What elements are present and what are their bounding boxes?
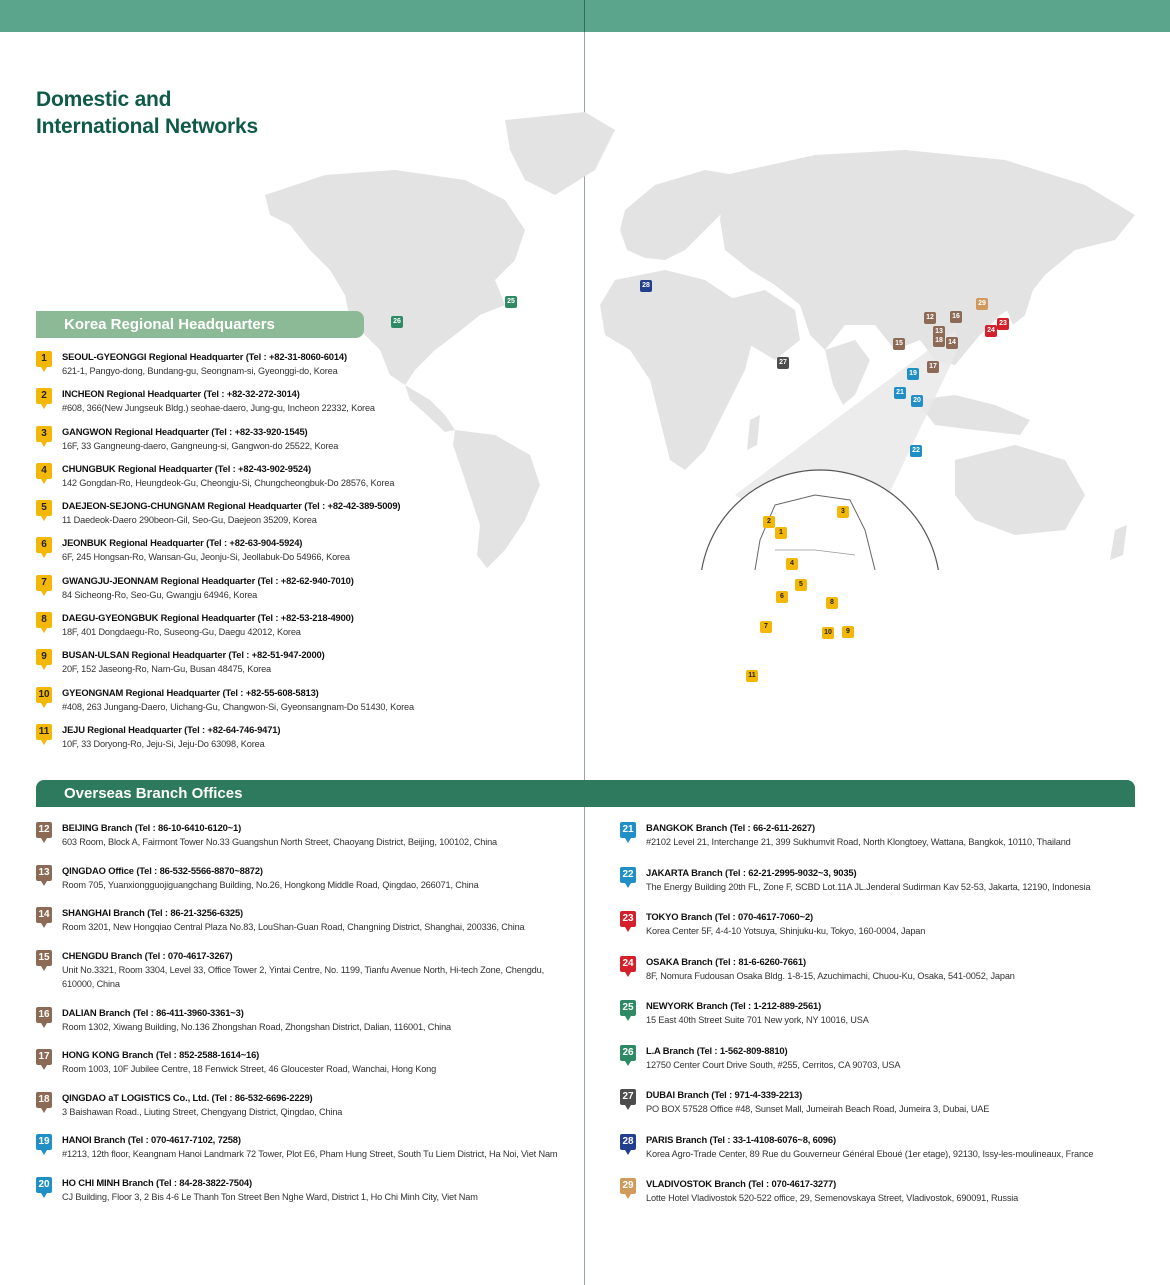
branch-address: #1213, 12th floor, Keangnam Hanoi Landmark 72 Tower, Plot E6, Pham Hung Street, South Tu Liem District, Ha Noi, Viet Nam: [62, 1149, 558, 1159]
korea-pin-3: 3: [837, 506, 849, 518]
branch-item: [36, 864, 576, 893]
branch-name: CHENGDU Branch (Tel : 070-4617-3267): [62, 949, 233, 961]
branch-name: DUBAI Branch (Tel : 971-4-339-2213): [646, 1089, 803, 1100]
branch-item: [620, 1044, 1160, 1073]
map-pin-12: 12: [924, 312, 936, 324]
hq-name: INCHEON Regional Headquarter (Tel : +82-32-272-3014): [62, 388, 300, 400]
branch-item: [620, 999, 1160, 1028]
branch-item: [36, 1133, 576, 1162]
map-pin-15: 15: [893, 338, 905, 350]
korea-pin-2: 2: [763, 516, 775, 528]
branch-pin-icon: 12: [36, 822, 52, 838]
map-pin-26: 26: [391, 316, 403, 328]
branch-pin-icon: 22: [620, 867, 636, 883]
map-pin-20: 20: [911, 395, 923, 407]
branch-item: [620, 910, 1160, 939]
map-pin-17: 17: [927, 361, 939, 373]
hq-name: GANGWON Regional Headquarter (Tel : +82-33-920-1545): [62, 425, 308, 437]
hq-pin-icon: 9: [36, 649, 52, 665]
branch-item: [36, 1091, 576, 1120]
map-pin-24: 24: [985, 325, 997, 337]
map-pin-28: 28: [640, 280, 652, 292]
hq-item: [36, 686, 556, 723]
branch-name: OSAKA Branch (Tel : 81-6-6260-7661): [646, 955, 806, 967]
hq-pin-icon: 3: [36, 426, 52, 442]
branch-pin-icon: 18: [36, 1092, 52, 1108]
branch-address: Lotte Hotel Vladivostok 520-522 office, 29, Semenovskaya Street, Vladivostok, 690091, Russia: [646, 1193, 1019, 1203]
korea-pin-1: 1: [775, 527, 787, 539]
branch-name: QINGDAO Office (Tel : 86-532-5566-8870~8872): [62, 864, 263, 876]
branch-pin-icon: 28: [620, 1134, 636, 1150]
branch-name: QINGDAO aT LOGISTICS Co., Ltd. (Tel : 86-532-6696-2229): [62, 1091, 313, 1103]
branch-item: [620, 1177, 1160, 1206]
branch-pin-icon: 27: [620, 1089, 636, 1105]
hq-address: 6F, 245 Hongsan-Ro, Wansan-Gu, Jeonju-Si, Jeollabuk-Do 54966, Korea: [62, 552, 350, 563]
hq-item: [36, 425, 556, 462]
branch-address: 15 East 40th Street Suite 701 New york, NY 10016, USA: [646, 1015, 869, 1025]
branch-address: Room 3201, New Hongqiao Central Plaza No.83, LouShan-Guan Road, Changning District, Shanghai, 200336, China: [62, 922, 525, 932]
hq-address: 11 Daedeok-Daero 290beon-Gil, Seo-Gu, Daejeon 35209, Korea: [62, 515, 317, 526]
branch-name: JAKARTA Branch (Tel : 62-21-2995-9032~3, 9035): [646, 866, 857, 878]
map-pin-19: 19: [907, 368, 919, 380]
hq-name: JEONBUK Regional Headquarter (Tel : +82-63-904-5924): [62, 537, 303, 549]
map-pin-21: 21: [894, 387, 906, 399]
korea-pin-8: 8: [826, 597, 838, 609]
branch-name: SHANGHAI Branch (Tel : 86-21-3256-6325): [62, 907, 244, 918]
branch-pin-icon: 26: [620, 1045, 636, 1061]
branch-pin-icon: 21: [620, 822, 636, 838]
branch-pin-icon: 14: [36, 907, 52, 923]
overseas-right-list: [620, 821, 1160, 1222]
branch-name: BANGKOK Branch (Tel : 66-2-611-2627): [646, 822, 815, 833]
map-pin-16: 16: [950, 311, 962, 323]
map-new-zealand: [1110, 525, 1127, 560]
hq-pin-icon: 6: [36, 537, 52, 553]
branch-pin-icon: 17: [36, 1049, 52, 1065]
branch-pin-icon: 25: [620, 1000, 636, 1016]
hq-name: GYEONGNAM Regional Headquarter (Tel : +82-55-608-5813): [62, 686, 319, 698]
branch-address: Korea Agro-Trade Center, 89 Rue du Gouverneur Général Eboué (1er etage), 92130, Issy-les-moulineaux, France: [646, 1148, 1094, 1159]
korea-hq-list: [36, 350, 556, 760]
hq-pin-icon: 7: [36, 575, 52, 591]
branch-address: PO BOX 57528 Office #48, Sunset Mall, Jumeirah Beach Road, Jumeira 3, Dubai, UAE: [646, 1104, 990, 1114]
korea-pin-10: 10: [822, 627, 834, 639]
korea-pin-6: 6: [776, 591, 788, 603]
branch-address: Room 1302, Xiwang Building, No.136 Zhongshan Road, Zhongshan District, Dalian, 116001, China: [62, 1021, 451, 1032]
map-pin-18: 18: [933, 335, 945, 347]
hq-address: #608, 366(New Jungseuk Bldg.) seohae-daero, Jung-gu, Incheon 22332, Korea: [62, 403, 375, 414]
page-title-line1: Domestic and: [36, 88, 172, 111]
branch-name: TOKYO Branch (Tel : 070-4617-7060~2): [646, 911, 813, 922]
branch-item: [36, 821, 576, 850]
hq-item: [36, 723, 556, 760]
hq-name: SEOUL-GYEONGGI Regional Headquarter (Tel : +82-31-8060-6014): [62, 351, 347, 362]
branch-name: NEWYORK Branch (Tel : 1-212-889-2561): [646, 1000, 822, 1011]
hq-item: [36, 499, 556, 536]
branch-name: DALIAN Branch (Tel : 86-411-3960-3361~3): [62, 1006, 244, 1018]
map-australia: [955, 445, 1085, 535]
branch-pin-icon: 20: [36, 1177, 52, 1193]
overseas-left-list: [36, 821, 576, 1218]
page-title: [36, 86, 258, 140]
hq-item: [36, 536, 556, 573]
branch-item: [36, 949, 576, 992]
branch-address: Room 1003, 10F Jubilee Centre, 18 Fenwick Street, 46 Gloucester Road, Wanchai, Hong Kong: [62, 1064, 437, 1074]
branch-item: [36, 1176, 576, 1205]
map-pin-23: 23: [997, 318, 1009, 330]
hq-name: GWANGJU-JEONNAM Regional Headquarter (Tel : +82-62-940-7010): [62, 574, 354, 586]
map-madagascar: [747, 415, 760, 450]
map-pin-27: 27: [777, 357, 789, 369]
branch-item: [36, 906, 576, 935]
branch-name: PARIS Branch (Tel : 33-1-4108-6076~8, 6096): [646, 1133, 836, 1145]
map-greenland: [505, 112, 615, 195]
hq-address: 18F, 401 Dongdaegu-Ro, Suseong-Gu, Daegu 42012, Korea: [62, 627, 301, 638]
branch-item: [36, 1048, 576, 1077]
map-pin-29: 29: [976, 298, 988, 310]
hq-pin-icon: 1: [36, 351, 52, 367]
hq-address: 20F, 152 Jaseong-Ro, Nam-Gu, Busan 48475, Korea: [62, 664, 271, 675]
branch-item: [620, 1133, 1160, 1162]
hq-address: 16F, 33 Gangneung-daero, Gangneung-si, Gangwon-do 25522, Korea: [62, 440, 339, 451]
branch-name: BEIJING Branch (Tel : 86-10-6410-6120~1): [62, 822, 242, 833]
branch-pin-icon: 24: [620, 956, 636, 972]
branch-pin-icon: 29: [620, 1178, 636, 1194]
branch-item: [620, 1088, 1160, 1117]
page-fold-top: [584, 0, 585, 32]
hq-item: [36, 574, 556, 611]
korea-pin-7: 7: [760, 621, 772, 633]
hq-item: [36, 462, 556, 499]
branch-address: #2102 Level 21, Interchange 21, 399 Sukhumvit Road, North Klongtoey, Wattana, Bangkok, 10110, Thailand: [646, 837, 1071, 847]
branch-item: [620, 955, 1160, 984]
branch-address: 603 Room, Block A, Fairmont Tower No.33 Guangshun North Street, Chaoyang District, Beijing, 100102, China: [62, 837, 498, 847]
top-band: [0, 0, 1170, 32]
branch-name: HANOI Branch (Tel : 070-4617-7102, 7258): [62, 1134, 241, 1145]
map-india: [825, 340, 870, 405]
branch-pin-icon: 16: [36, 1007, 52, 1023]
hq-name: BUSAN-ULSAN Regional Headquarter (Tel : +82-51-947-2000): [62, 649, 325, 661]
hq-item: [36, 648, 556, 685]
hq-name: DAEGU-GYEONGBUK Regional Headquarter (Tel : +82-53-218-4900): [62, 612, 354, 624]
hq-address: 142 Gongdan-Ro, Heungdeok-Gu, Cheongju-Si, Chungcheongbuk-Do 28576, Korea: [62, 477, 395, 488]
korea-pin-5: 5: [795, 579, 807, 591]
map-pin-25: 25: [505, 296, 517, 308]
branch-address: CJ Building, Floor 3, 2 Bis 4-6 Le Thanh Ton Street Ben Nghe Ward, District 1, Ho Chi Minh City, Viet Nam: [62, 1191, 478, 1202]
hq-pin-icon: 11: [36, 724, 52, 740]
branch-address: 12750 Center Court Drive South, #255, Cerritos, CA 90703, USA: [646, 1059, 901, 1070]
hq-name: JEJU Regional Headquarter (Tel : +82-64-746-9471): [62, 723, 281, 735]
hq-pin-icon: 2: [36, 388, 52, 404]
korea-pin-9: 9: [842, 626, 854, 638]
branch-address: 8F, Nomura Fudousan Osaka Bldg. 1-8-15, Azuchimachi, Chuou-Ku, Osaka, 541-0052, Japan: [646, 970, 1015, 981]
branch-address: Unit No.3321, Room 3304, Level 33, Office Tower 2, Yintai Centre, No. 1199, Tianfu Avenue North, Hi-tech Zone, Chengdu, 610000, China: [62, 964, 544, 989]
branch-address: Room 705, Yuanxiongguojiguangchang Building, No.26, Hongkong Middle Road, Qingdao, 266071, China: [62, 879, 479, 890]
hq-address: #408, 263 Jungang-Daero, Uichang-Gu, Changwon-Si, Gyeonsangnam-Do 51430, Korea: [62, 701, 414, 712]
branch-address: Korea Center 5F, 4-4-10 Yotsuya, Shinjuku-ku, Tokyo, 160-0004, Japan: [646, 926, 926, 936]
hq-name: DAEJEON-SEJONG-CHUNGNAM Regional Headquarter (Tel : +82-42-389-5009): [62, 500, 401, 512]
branch-pin-icon: 13: [36, 865, 52, 881]
branch-item: [36, 1006, 576, 1035]
korea-pin-11: 11: [746, 670, 758, 682]
branch-address: 3 Baishawan Road., Liuting Street, Chengyang District, Qingdao, China: [62, 1106, 343, 1117]
branch-address: The Energy Building 20th FL, Zone F, SCBD Lot.11A JL.Jenderal Sudirman Kav 52-53, Jakarta, 12190, Indonesia: [646, 881, 1091, 892]
hq-item: [36, 350, 556, 387]
branch-pin-icon: 23: [620, 911, 636, 927]
overseas-heading: Overseas Branch Offices: [36, 780, 1135, 807]
branch-name: HO CHI MINH Branch (Tel : 84-28-3822-7504): [62, 1176, 252, 1188]
hq-name: CHUNGBUK Regional Headquarter (Tel : +82-43-902-9524): [62, 462, 311, 474]
hq-pin-icon: 4: [36, 463, 52, 479]
hq-pin-icon: 10: [36, 687, 52, 703]
hq-pin-icon: 5: [36, 500, 52, 516]
map-pin-22: 22: [910, 445, 922, 457]
map-pin-13: 13: [933, 326, 945, 338]
hq-address: 621-1, Pangyo-dong, Bundang-gu, Seongnam-si, Gyeonggi-do, Korea: [62, 366, 338, 376]
hq-item: [36, 611, 556, 648]
branch-item: [620, 866, 1160, 895]
branch-name: L.A Branch (Tel : 1-562-809-8810): [646, 1044, 788, 1056]
hq-pin-icon: 8: [36, 612, 52, 628]
hq-item: [36, 387, 556, 424]
korea-hq-heading: Korea Regional Headquarters: [36, 311, 364, 338]
branch-pin-icon: 15: [36, 950, 52, 966]
hq-address: 84 Sicheong-Ro, Seo-Gu, Gwangju 64946, Korea: [62, 589, 258, 600]
map-pin-14: 14: [946, 337, 958, 349]
page-title-line2: International Networks: [36, 115, 258, 138]
korea-pin-4: 4: [786, 558, 798, 570]
hq-address: 10F, 33 Doryong-Ro, Jeju-Si, Jeju-Do 63098, Korea: [62, 738, 265, 749]
branch-item: [620, 821, 1160, 850]
branch-name: VLADIVOSTOK Branch (Tel : 070-4617-3277): [646, 1178, 837, 1189]
branch-pin-icon: 19: [36, 1134, 52, 1150]
branch-name: HONG KONG Branch (Tel : 852-2588-1614~16): [62, 1049, 260, 1060]
